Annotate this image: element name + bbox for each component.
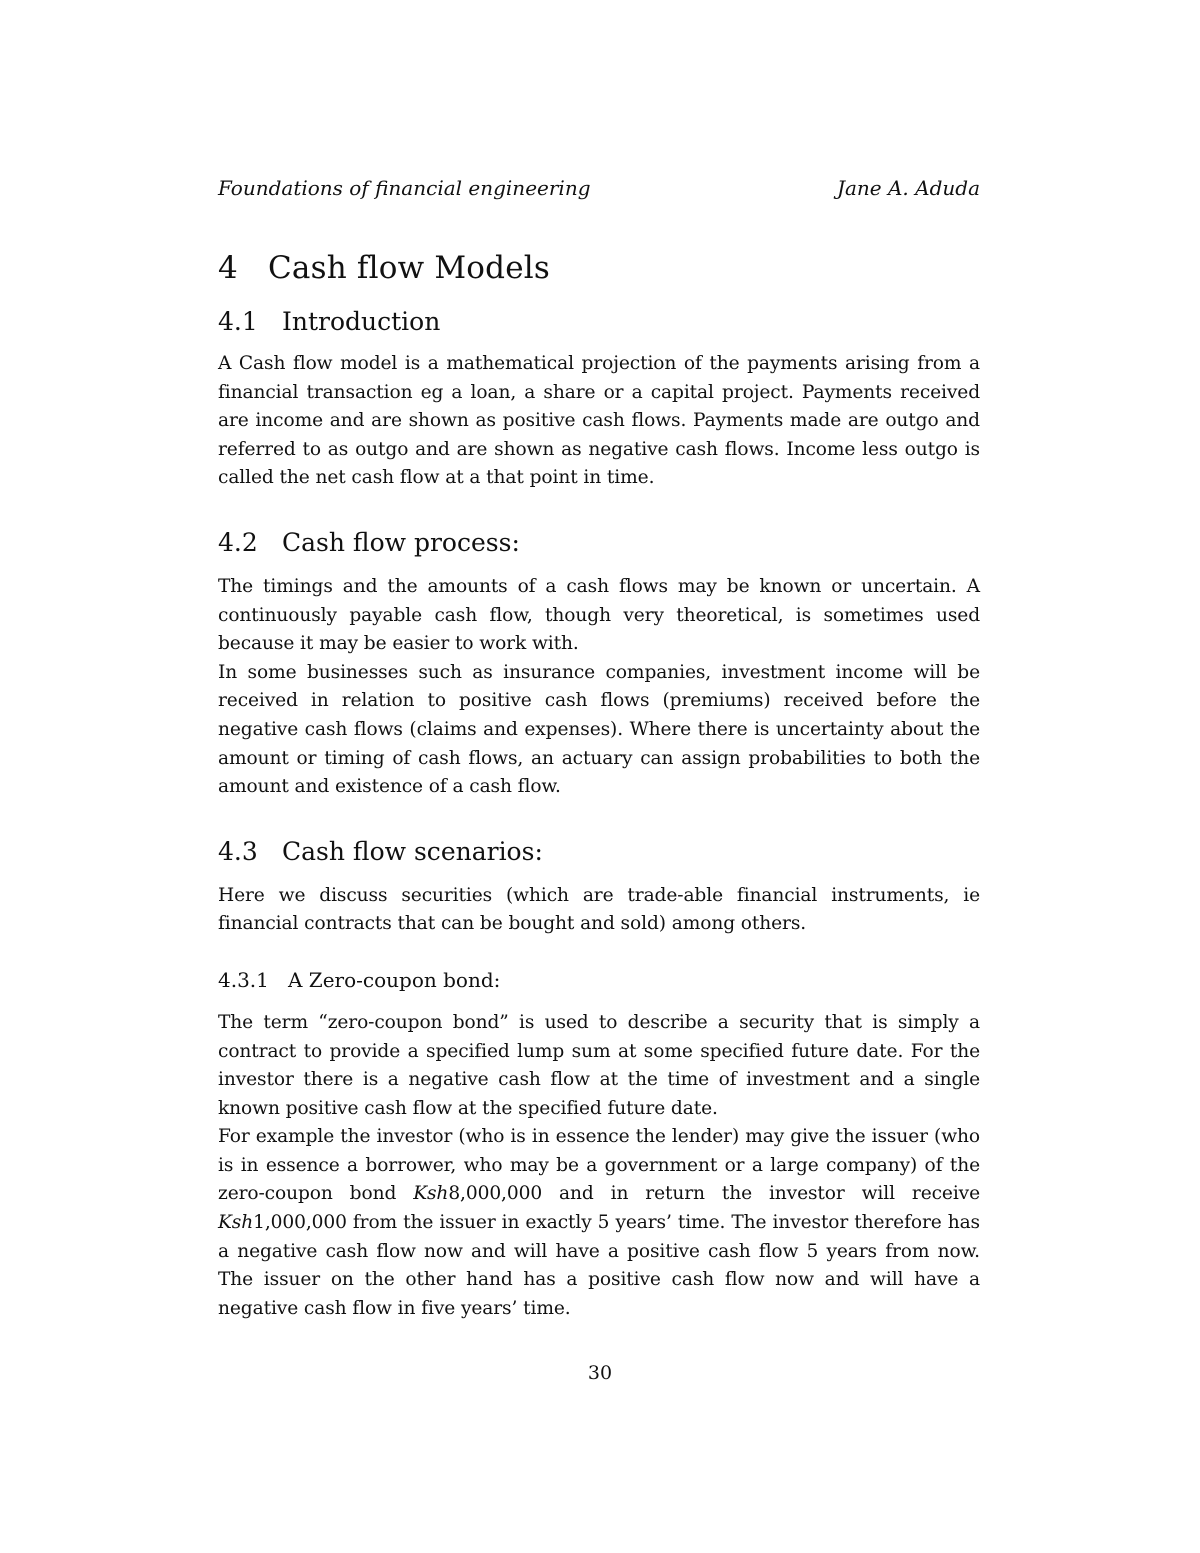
section-title-text: Cash flow process: <box>282 527 520 557</box>
section-title-process <box>218 525 980 561</box>
currency-symbol: Ksh <box>218 1212 254 1234</box>
page-number: 30 <box>587 1362 613 1384</box>
page-content <box>218 170 980 1323</box>
section-number: 4.1 <box>218 307 258 336</box>
running-header <box>218 170 980 206</box>
section-number: 4.3 <box>218 836 258 866</box>
section-title-text: Cash flow scenarios: <box>282 836 543 866</box>
paragraph-text: from the issuer in exactly 5 years’ time. The investor therefore has a negative cash flow now and will have a positive cash flow 5 years from now. The issuer on the other hand has a positive cash flow now and will have a negative cash flow in five years’ time. <box>218 1212 980 1319</box>
subsection-number: 4.3.1 <box>218 967 269 992</box>
chapter-title <box>218 246 980 290</box>
header-author: Jane A. Aduda <box>836 176 980 200</box>
section-title-intro <box>218 304 980 340</box>
section-number: 4.2 <box>218 527 258 557</box>
amount-value: 8,000,000 <box>448 1183 543 1205</box>
currency-symbol: Ksh <box>413 1183 449 1205</box>
section-title-scenarios <box>218 834 980 870</box>
intro-paragraph: A Cash flow model is a mathematical projection of the payments arising from a financial transaction eg a loan, a share or a capital project. Payments received are income and are shown as positive cash flows. Payments made are outgo and referred to as outgo and are shown as negative cash flows. Income less outgo is called the net cash flow at a that point in time. <box>218 353 980 489</box>
chapter-number: 4 <box>218 250 238 286</box>
process-paragraph-1: The timings and the amounts of a cash flows may be known or uncertain. A continuously payable cash flow, though very theoretical, is sometimes used because it may be easier to work with. <box>218 575 980 655</box>
scenarios-paragraph: Here we discuss securities (which are trade-able financial instruments, ie financial contracts that can be bought and sold) among others. <box>218 884 980 935</box>
zero-coupon-paragraph-2 <box>218 1123 980 1323</box>
subsection-title-zero-coupon <box>218 965 980 995</box>
amount-value: 1,000,000 <box>253 1212 347 1234</box>
header-book-title: Foundations of financial engineering <box>218 176 591 200</box>
subsection-title-text: A Zero-coupon bond: <box>288 967 501 992</box>
paragraph-text: For example the investor (who is in essence the lender) may give the issuer (who is in essence a borrower, who may be a government or a large company) of the zero-coupon bond <box>218 1126 980 1205</box>
chapter-title-text: Cash flow Models <box>268 250 550 286</box>
process-paragraph-2: In some businesses such as insurance companies, investment income will be received in relation to positive cash flows (premiums) received before the negative cash flows (claims and expenses). Where there is uncertainty about the amount or timing of cash flows, an actuary can assign probabilities to both the amount and existence of a cash flow. <box>218 661 980 798</box>
paragraph-text: and in return the investor will receive <box>542 1183 980 1205</box>
section-title-text: Introduction <box>282 307 441 336</box>
zero-coupon-paragraph-1: The term “zero-coupon bond” is used to describe a security that is simply a contract to provide a specified lump sum at some specified future date. For the investor there is a negative cash flow at the time of investment and a single known positive cash flow at the specified future date. <box>218 1011 980 1119</box>
